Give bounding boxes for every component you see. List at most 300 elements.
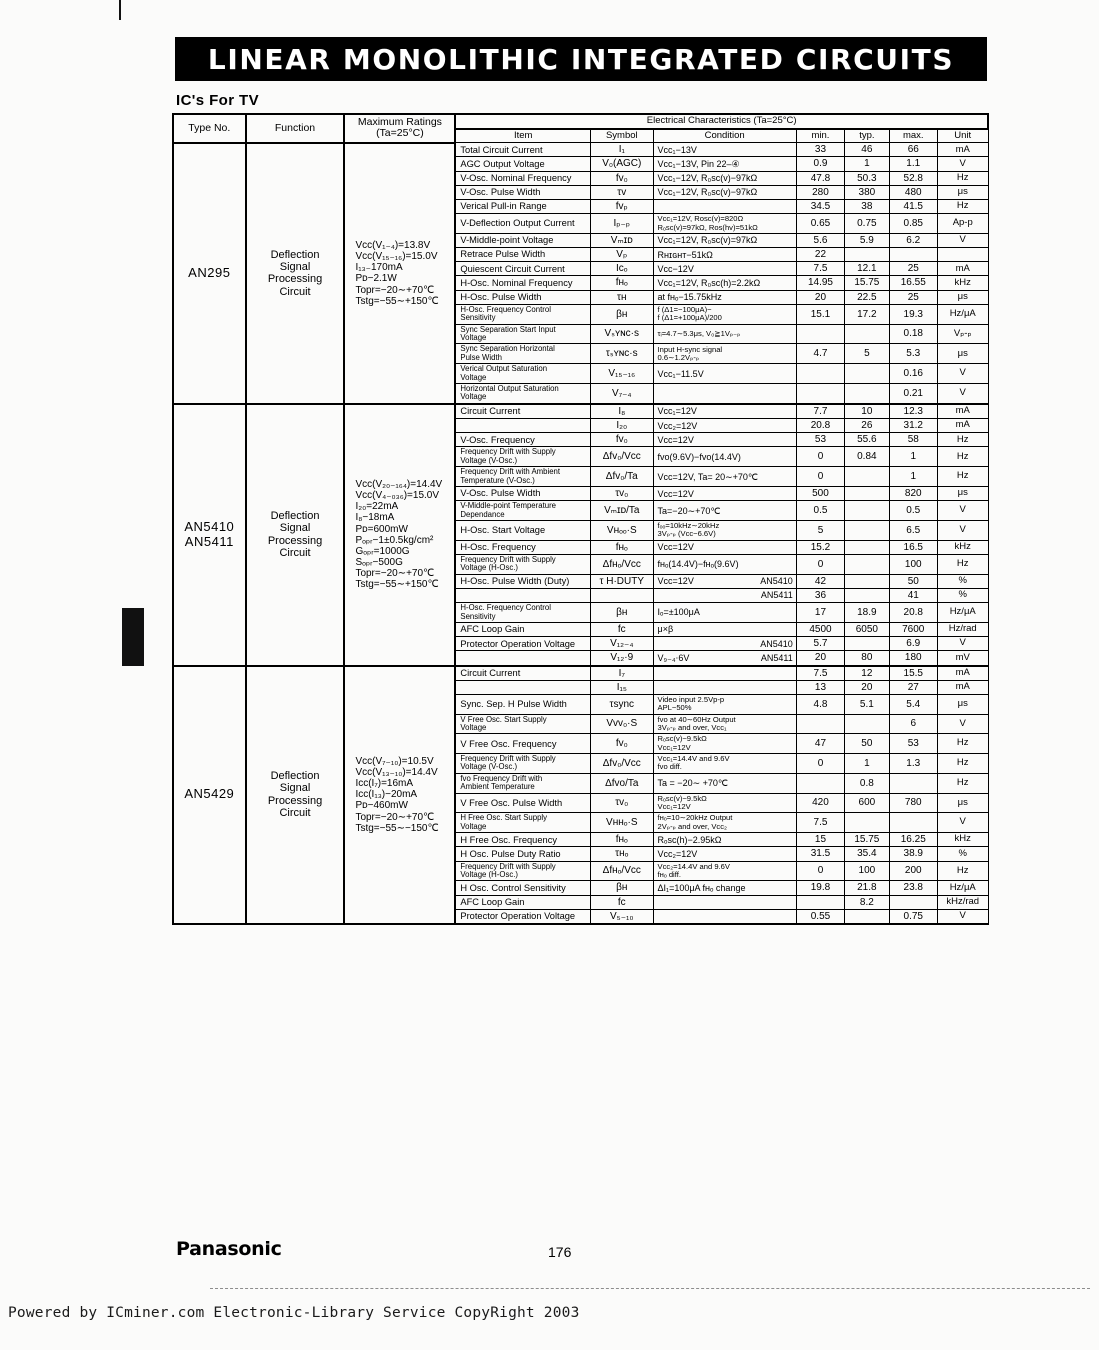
cell-min: 36: [796, 588, 844, 602]
cell-item: [455, 588, 590, 602]
cell-condition: Vᴄᴄ=12V AN5410: [653, 574, 796, 588]
cell-min: 34.5: [796, 200, 844, 214]
cell-symbol: fᴄ: [591, 895, 654, 909]
cell-min: 13: [796, 680, 844, 694]
cell-item: V-Middle-point Voltage: [455, 233, 590, 247]
cell-symbol: Vₘɪᴅ: [591, 233, 654, 247]
cell-condition-variant: AN5411: [760, 590, 793, 601]
cell-unit: Hz: [937, 734, 988, 754]
cell-unit: μs: [937, 344, 988, 364]
cell-unit: V: [937, 521, 988, 541]
cell-item: H Free Osc. Start Supply Voltage: [455, 813, 590, 833]
cell-item: H-Osc. Start Voltage: [455, 521, 590, 541]
cell-min: 7.5: [796, 666, 844, 681]
cell-function: Deflection Signal Processing Circuit: [246, 666, 345, 924]
cell-unit: Ap-p: [937, 214, 988, 234]
cell-typ: [845, 909, 889, 924]
cell-min: [796, 714, 844, 734]
cell-max: 27: [889, 680, 937, 694]
cell-typ: 5: [845, 344, 889, 364]
cell-item: Verical Output Saturation Voltage: [455, 364, 590, 384]
cell-typ: 100: [845, 861, 889, 881]
cell-symbol: Δfᴠ₀/Ta: [591, 467, 654, 487]
cell-unit: Hz/μA: [937, 304, 988, 324]
cell-condition: [653, 384, 796, 404]
cell-typ: [845, 637, 889, 651]
cell-typ: [845, 540, 889, 554]
cell-min: 0.5: [796, 501, 844, 521]
cell-max: [889, 248, 937, 262]
cell-unit: mA: [937, 262, 988, 276]
cell-item: [455, 651, 590, 666]
cell-max: 780: [889, 793, 937, 813]
cell-unit: mA: [937, 404, 988, 419]
cell-min: 4.7: [796, 344, 844, 364]
cell-condition: ΔI₁=100μA fʜₒ change: [653, 881, 796, 895]
cell-max: [889, 773, 937, 793]
cell-max: 58: [889, 433, 937, 447]
cell-typ: [845, 554, 889, 574]
cell-typ: 22.5: [845, 290, 889, 304]
cell-symbol: Δfʜₒ/Vᴄᴄ: [591, 861, 654, 881]
th-typ: typ.: [845, 129, 889, 143]
cell-typ: 10: [845, 404, 889, 419]
cell-unit: V: [937, 909, 988, 924]
cell-item: Frequency Drift with Supply Voltage (H-Osc.): [455, 861, 590, 881]
cell-max: 0.75: [889, 909, 937, 924]
page-banner-title: LINEAR MONOLITHIC INTEGRATED CIRCUITS: [175, 37, 987, 81]
cell-max: 480: [889, 185, 937, 199]
cell-min: 33: [796, 143, 844, 157]
cell-min: 20: [796, 651, 844, 666]
cell-unit: mA: [937, 143, 988, 157]
cell-condition: Vᴄᴄ₁−12V, R₀sc(v)−97kΩ: [653, 171, 796, 185]
cell-condition: fvo(9.6V)−fvo(14.4V): [653, 447, 796, 467]
cell-item: H Osc. Pulse Duty Ratio: [455, 847, 590, 861]
cell-item: Verical Pull-in Range: [455, 200, 590, 214]
cell-min: 53: [796, 433, 844, 447]
cell-max: 0.18: [889, 324, 937, 344]
cell-symbol: I₇: [591, 666, 654, 681]
cell-condition: [653, 200, 796, 214]
cell-symbol: I₁: [591, 143, 654, 157]
cell-unit: Hz: [937, 773, 988, 793]
cell-unit: Hz: [937, 200, 988, 214]
cell-max: 0.16: [889, 364, 937, 384]
cell-min: 0: [796, 447, 844, 467]
cell-min: 420: [796, 793, 844, 813]
cell-min: 15.2: [796, 540, 844, 554]
table-body: [173, 143, 988, 924]
cell-item: V-Osc. Nominal Frequency: [455, 171, 590, 185]
cell-min: 0: [796, 554, 844, 574]
th-max-ratings-line1: Maximum Ratings: [357, 115, 442, 128]
cell-typ: 380: [845, 185, 889, 199]
cell-typ: 17.2: [845, 304, 889, 324]
cell-min: 7.7: [796, 404, 844, 419]
cell-max: 41: [889, 588, 937, 602]
cell-min: 5.6: [796, 233, 844, 247]
cell-max: 6: [889, 714, 937, 734]
cell-item: Retrace Pulse Width: [455, 248, 590, 262]
cell-symbol: fᴠ₀: [591, 734, 654, 754]
cell-max: 1.3: [889, 754, 937, 774]
cell-min: 4500: [796, 622, 844, 636]
cell-condition-variant: AN5411: [760, 652, 793, 663]
th-max-ratings-line2: (Ta=25°C): [376, 127, 424, 140]
cell-max: [889, 813, 937, 833]
cell-condition: Vᴄᴄ₂=12V: [653, 847, 796, 861]
cell-symbol: fʜₒ: [591, 833, 654, 847]
cell-unit: V: [937, 501, 988, 521]
th-unit: Unit: [937, 129, 988, 143]
cell-max: 50: [889, 574, 937, 588]
cell-condition: Vᴄᴄ₂=12V: [653, 419, 796, 433]
cell-symbol: Δfᴠ₀/Vᴄᴄ: [591, 447, 654, 467]
cell-type-no: AN5429: [173, 666, 246, 924]
cell-min: 47: [796, 734, 844, 754]
cell-typ: 12: [845, 666, 889, 681]
cell-max: 23.8: [889, 881, 937, 895]
cell-item: H-Osc. Nominal Frequency: [455, 276, 590, 290]
cell-symbol: Δfvo/Ta: [591, 773, 654, 793]
th-max-ratings: [344, 114, 455, 143]
cell-unit: mA: [937, 419, 988, 433]
cell-item: Frequency Drift with Supply Voltage (V-Osc.): [455, 447, 590, 467]
cell-symbol: τʜ: [591, 290, 654, 304]
cell-max: 6.9: [889, 637, 937, 651]
th-symbol: Symbol: [591, 129, 654, 143]
cell-typ: 46: [845, 143, 889, 157]
cell-item: V-Osc. Frequency: [455, 433, 590, 447]
cell-unit: μs: [937, 793, 988, 813]
cell-item: Circuit Current: [455, 404, 590, 419]
cell-maximum-ratings: Vᴄᴄ(V₂₀₋₁₆₄)=14.4V Vᴄᴄ(V₄₋₀₃₆)=15.0V I₂₀=22mA I₈−18mA Pᴅ=600mW Pₒₚᵣ−1±0.5kg/cm² Gₒₚᵣ=1000G Sₒₚᵣ−500G Topr=−20∼+70℃ Tstg=−55∼+150℃: [344, 404, 455, 666]
cell-min: 0: [796, 754, 844, 774]
cell-max: 53: [889, 734, 937, 754]
cell-typ: [845, 467, 889, 487]
cell-typ: [845, 813, 889, 833]
cell-typ: 5.9: [845, 233, 889, 247]
cell-condition: τᵢ=4.7∼5.3μs, V₀≧1Vₚ₋ₚ: [653, 324, 796, 344]
cell-symbol: V₁₂·9: [591, 651, 654, 666]
cell-symbol: [591, 588, 654, 602]
cell-item: V-Osc. Pulse Width: [455, 185, 590, 199]
cell-max: 66: [889, 143, 937, 157]
cell-condition: μ×β: [653, 622, 796, 636]
cell-condition: Rₒsc(h)−2.95kΩ: [653, 833, 796, 847]
cell-unit: μs: [937, 290, 988, 304]
cell-condition: Vᴄᴄ=12V, Ta= 20∼+70℃: [653, 467, 796, 487]
cell-max: 5.3: [889, 344, 937, 364]
cell-condition: at fʜₒ−15.75kHz: [653, 290, 796, 304]
cell-item: H-Osc. Pulse Width (Duty): [455, 574, 590, 588]
cell-item: [455, 680, 590, 694]
cell-max: 0.21: [889, 384, 937, 404]
cell-min: [796, 895, 844, 909]
cell-min: 20: [796, 290, 844, 304]
cell-unit: Hz/rad: [937, 622, 988, 636]
cell-condition: Rʜɪɢʜᴛ−51kΩ: [653, 248, 796, 262]
cell-condition: fvo at 40∼60Hz Output 3Vₚ-ₚ and over, Vᴄᴄ₁: [653, 714, 796, 734]
cell-symbol: fʜₒ: [591, 540, 654, 554]
cell-symbol: fᴄ: [591, 622, 654, 636]
cell-unit: V: [937, 157, 988, 171]
cell-symbol: fᴠ₀: [591, 433, 654, 447]
cell-symbol: Vʜₒₒ·S: [591, 521, 654, 541]
cell-unit: %: [937, 588, 988, 602]
cell-max: 20.8: [889, 603, 937, 623]
cell-typ: [845, 248, 889, 262]
cell-typ: [845, 714, 889, 734]
cell-typ: 1: [845, 754, 889, 774]
section-subheading: IC's For TV: [176, 92, 259, 109]
cell-item: Quiescent Circuit Current: [455, 262, 590, 276]
spec-table-container: [172, 113, 989, 1230]
cell-max: 52.8: [889, 171, 937, 185]
cell-symbol: Iₚ₋ₚ: [591, 214, 654, 234]
cell-condition: Vᴄᴄ₁=14.4V and 9.6V fvo diff.: [653, 754, 796, 774]
top-crop-mark: [119, 0, 121, 20]
cell-symbol: τ H·DUTY: [591, 574, 654, 588]
cell-unit: V: [937, 714, 988, 734]
cell-item: Frequency Drift with Supply Voltage (H-Osc.): [455, 554, 590, 574]
cell-item: V Free Osc. Pulse Width: [455, 793, 590, 813]
cell-condition: Rₒsc(v)−9.5kΩ Vᴄᴄ₁=12V: [653, 734, 796, 754]
cell-symbol: Vₚ: [591, 248, 654, 262]
cell-condition: [653, 895, 796, 909]
cell-item: Total Circuit Current: [455, 143, 590, 157]
cell-max: 25: [889, 290, 937, 304]
table-row: [173, 404, 988, 419]
cell-symbol: Δfʜₒ/Vᴄᴄ: [591, 554, 654, 574]
cell-unit: μs: [937, 487, 988, 501]
cell-condition: fₒₒ=10kHz∼20kHz 3Vₚ-ₚ (Vᴄᴄ−6.6V): [653, 521, 796, 541]
cell-unit: Hz/μA: [937, 881, 988, 895]
table-row: [173, 143, 988, 157]
cell-typ: [845, 521, 889, 541]
cell-max: 0.85: [889, 214, 937, 234]
cell-symbol: fʜₒ: [591, 276, 654, 290]
cell-max: 1: [889, 467, 937, 487]
cell-item: AFC Loop Gain: [455, 895, 590, 909]
table-row: [173, 666, 988, 681]
cell-symbol: V₇₋₄: [591, 384, 654, 404]
cell-max: 6.2: [889, 233, 937, 247]
cell-typ: 21.8: [845, 881, 889, 895]
cell-min: 280: [796, 185, 844, 199]
cell-symbol: Δfᴠ₀/Vᴄᴄ: [591, 754, 654, 774]
cell-item: V Free Osc. Frequency: [455, 734, 590, 754]
cell-max: 0.5: [889, 501, 937, 521]
cell-min: [796, 773, 844, 793]
specifications-table: [172, 113, 989, 925]
cell-symbol: V₁₂₋₄: [591, 637, 654, 651]
cell-condition: Iₒ=±100μA: [653, 603, 796, 623]
cell-condition-variant: AN5410: [760, 638, 793, 649]
cell-unit: V: [937, 637, 988, 651]
cell-symbol: τᴠ₀: [591, 793, 654, 813]
cell-max: 12.3: [889, 404, 937, 419]
cell-condition-variant: AN5410: [760, 576, 793, 587]
cell-max: 25: [889, 262, 937, 276]
cell-typ: 50.3: [845, 171, 889, 185]
th-max: max.: [889, 129, 937, 143]
cell-type-no: AN295: [173, 143, 246, 404]
cell-condition: Video input 2.5Vp-p APL−50%: [653, 694, 796, 714]
cell-typ: [845, 501, 889, 521]
cell-symbol: I₂₀: [591, 419, 654, 433]
cell-unit: μs: [937, 185, 988, 199]
cell-typ: 0.75: [845, 214, 889, 234]
cell-unit: kHz/rad: [937, 895, 988, 909]
page-number: 176: [548, 1244, 572, 1260]
cell-condition: Vᴄᴄ₁−13V: [653, 143, 796, 157]
cell-max: 16.25: [889, 833, 937, 847]
cell-typ: 600: [845, 793, 889, 813]
cell-typ: [845, 384, 889, 404]
cell-symbol: fᴠₚ: [591, 200, 654, 214]
cell-symbol: V₁₅₋₁₆: [591, 364, 654, 384]
cell-condition: Vᴄᴄ₁=12V: [653, 404, 796, 419]
cell-unit: V: [937, 813, 988, 833]
cell-max: 1: [889, 447, 937, 467]
cell-max: 820: [889, 487, 937, 501]
cell-min: 20.8: [796, 419, 844, 433]
cell-typ: 18.9: [845, 603, 889, 623]
cell-typ: 12.1: [845, 262, 889, 276]
cell-min: [796, 384, 844, 404]
cell-min: 0.55: [796, 909, 844, 924]
cell-symbol: V₀(AGC): [591, 157, 654, 171]
cell-min: 0: [796, 467, 844, 487]
cell-condition: [653, 637, 796, 651]
cell-condition: [653, 909, 796, 924]
cell-item: Horizontal Output Saturation Voltage: [455, 384, 590, 404]
cell-symbol: Iᴄₒ: [591, 262, 654, 276]
cell-item: Frequency Drift with Supply Voltage (V-Osc.): [455, 754, 590, 774]
cell-max: 6.5: [889, 521, 937, 541]
footer-divider: [210, 1288, 1090, 1289]
cell-unit: Vₚ-ₚ: [937, 324, 988, 344]
cell-condition: [653, 666, 796, 681]
cell-item: Protector Operation Voltage: [455, 909, 590, 924]
cell-symbol: Vʜʜₒ·S: [591, 813, 654, 833]
cell-symbol: βʜ: [591, 603, 654, 623]
th-type-no: Type No.: [173, 114, 246, 143]
cell-symbol: Vₘɪᴅ/Ta: [591, 501, 654, 521]
cell-condition: f (Δ1=−100μA)− f (Δ1=+100μA)/200: [653, 304, 796, 324]
cell-condition: Vᴄᴄ₁=12V, R₀sc(v)=97kΩ: [653, 233, 796, 247]
cell-function: Deflection Signal Processing Circuit: [246, 404, 345, 666]
left-margin-mark: [122, 608, 144, 666]
cell-min: 31.5: [796, 847, 844, 861]
cell-condition: Vᴄᴄ=12V: [653, 540, 796, 554]
cell-typ: [845, 588, 889, 602]
cell-item: H-Osc. Pulse Width: [455, 290, 590, 304]
cell-symbol: τʜₒ: [591, 847, 654, 861]
cell-maximum-ratings: Vᴄᴄ(V₇₋₁₀)=10.5V Vᴄᴄ(V₁₃₋₁₀)=14.4V Iᴄᴄ(I₇)=16mA Iᴄᴄ(I₁₃)−20mA Pᴅ−460mW Topr=−20∼+70℃ Tstg=−55∼−150℃: [344, 666, 455, 924]
cell-symbol: Vₛʏɴc·s: [591, 324, 654, 344]
cell-unit: V: [937, 364, 988, 384]
cell-unit: Hz: [937, 433, 988, 447]
cell-typ: [845, 364, 889, 384]
cell-item: fvo Frequency Drift with Ambient Temperature: [455, 773, 590, 793]
cell-condition: Rₒsc(v)−9.5kΩ Vᴄᴄ₁=12V: [653, 793, 796, 813]
cell-item: Frequency Drift with Ambient Temperature (V-Osc.): [455, 467, 590, 487]
cell-function: Deflection Signal Processing Circuit: [246, 143, 345, 404]
cell-condition: Ta = −20∼ +70℃: [653, 773, 796, 793]
cell-typ: 8.2: [845, 895, 889, 909]
cell-max: 15.5: [889, 666, 937, 681]
cell-condition: fʜₒ(14.4V)−fʜₒ(9.6V): [653, 554, 796, 574]
cell-symbol: fᴠ₀: [591, 171, 654, 185]
cell-unit: Hz: [937, 467, 988, 487]
cell-min: [796, 324, 844, 344]
footer-credit-line: Powered by ICminer.com Electronic-Library Service CopyRight 2003: [8, 1305, 580, 1321]
cell-item: Sync. Sep. H Pulse Width: [455, 694, 590, 714]
cell-max: 7600: [889, 622, 937, 636]
cell-condition: Vᴄᴄ₁−12V, R₀sc(v)−97kΩ: [653, 185, 796, 199]
cell-condition: Vᴄᴄ₂=14.4V and 9.6V fʜₒ diff.: [653, 861, 796, 881]
cell-min: 47.8: [796, 171, 844, 185]
cell-condition: Vᴄᴄ₁=12V, R₀sc(h)=2.2kΩ: [653, 276, 796, 290]
cell-typ: 50: [845, 734, 889, 754]
cell-condition: Vᴄᴄ=12V: [653, 433, 796, 447]
cell-condition: Vᴄᴄ₁−11.5V: [653, 364, 796, 384]
cell-typ: 0.8: [845, 773, 889, 793]
cell-item: H Osc. Control Sensitivity: [455, 881, 590, 895]
cell-item: V-Osc. Pulse Width: [455, 487, 590, 501]
cell-min: 5: [796, 521, 844, 541]
cell-typ: 35.4: [845, 847, 889, 861]
cell-max: 41.5: [889, 200, 937, 214]
cell-item: [455, 419, 590, 433]
cell-typ: 26: [845, 419, 889, 433]
cell-type-no: AN5410 AN5411: [173, 404, 246, 666]
cell-typ: 20: [845, 680, 889, 694]
cell-item: H-Osc. Frequency Control Sensitivity: [455, 304, 590, 324]
cell-item: V Free Osc. Start Supply Voltage: [455, 714, 590, 734]
cell-max: 200: [889, 861, 937, 881]
cell-min: 0.65: [796, 214, 844, 234]
cell-symbol: τsync: [591, 694, 654, 714]
cell-min: 4.8: [796, 694, 844, 714]
cell-item: V-Middle-point Temperature Dependance: [455, 501, 590, 521]
cell-unit: Hz: [937, 754, 988, 774]
cell-condition: fʜₒ=10∼20kHz Output 2Vₚ-ₚ and over, Vᴄᴄ₂: [653, 813, 796, 833]
cell-typ: 38: [845, 200, 889, 214]
cell-unit: [937, 248, 988, 262]
cell-unit: kHz: [937, 833, 988, 847]
cell-unit: V: [937, 384, 988, 404]
cell-symbol: V₅₋₁₀: [591, 909, 654, 924]
cell-typ: [845, 324, 889, 344]
cell-unit: kHz: [937, 540, 988, 554]
cell-max: 38.9: [889, 847, 937, 861]
th-item: Item: [455, 129, 590, 143]
cell-max: [889, 895, 937, 909]
cell-min: 15: [796, 833, 844, 847]
cell-item: H Free Osc. Frequency: [455, 833, 590, 847]
cell-item: Sync Separation Start Input Voltage: [455, 324, 590, 344]
cell-min: 22: [796, 248, 844, 262]
cell-typ: 55.6: [845, 433, 889, 447]
cell-unit: V: [937, 233, 988, 247]
cell-item: AGC Output Voltage: [455, 157, 590, 171]
th-electrical-characteristics: Electrical Characteristics (Ta=25°C): [455, 114, 988, 129]
cell-max: 100: [889, 554, 937, 574]
